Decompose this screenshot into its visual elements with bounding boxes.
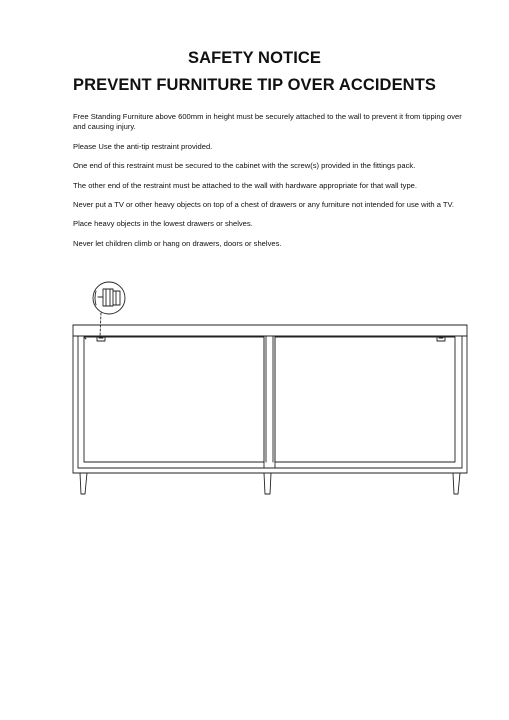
notice-paragraph-use-restraint: Please Use the anti-tip restraint provided.: [73, 141, 213, 151]
notice-paragraph-height-warning: Free Standing Furniture above 600mm in height must be securely attached to the wall to prevent it from tipping over and causing injury.: [73, 112, 462, 132]
page-subtitle: PREVENT FURNITURE TIP OVER ACCIDENTS: [73, 76, 436, 94]
notice-paragraph-wall-end: The other end of the restraint must be attached to the wall with hardware appropriate for that wall type.: [73, 180, 418, 190]
center-divider: [264, 336, 275, 468]
cabinet-body: [73, 336, 467, 473]
restraint-detail-callout-icon: [93, 282, 125, 337]
cabinet-top: [73, 325, 467, 336]
right-door: [275, 337, 455, 462]
cabinet-legs: [80, 473, 460, 494]
notice-paragraph-heavy-objects: Place heavy objects in the lowest drawers or shelves.: [73, 219, 253, 229]
notice-paragraph-tv-warning: Never put a TV or other heavy objects on top of a chest of drawers or any furniture not intended for use with a TV.: [73, 200, 455, 210]
left-door: [84, 337, 264, 462]
notice-paragraph-no-climbing: Never let children climb or hang on drawers, doors or shelves.: [73, 238, 282, 248]
page-title: SAFETY NOTICE: [187, 49, 321, 67]
notice-paragraph-cabinet-end: One end of this restraint must be secured to the cabinet with the screw(s) provided in the fittings pack.: [73, 161, 416, 171]
